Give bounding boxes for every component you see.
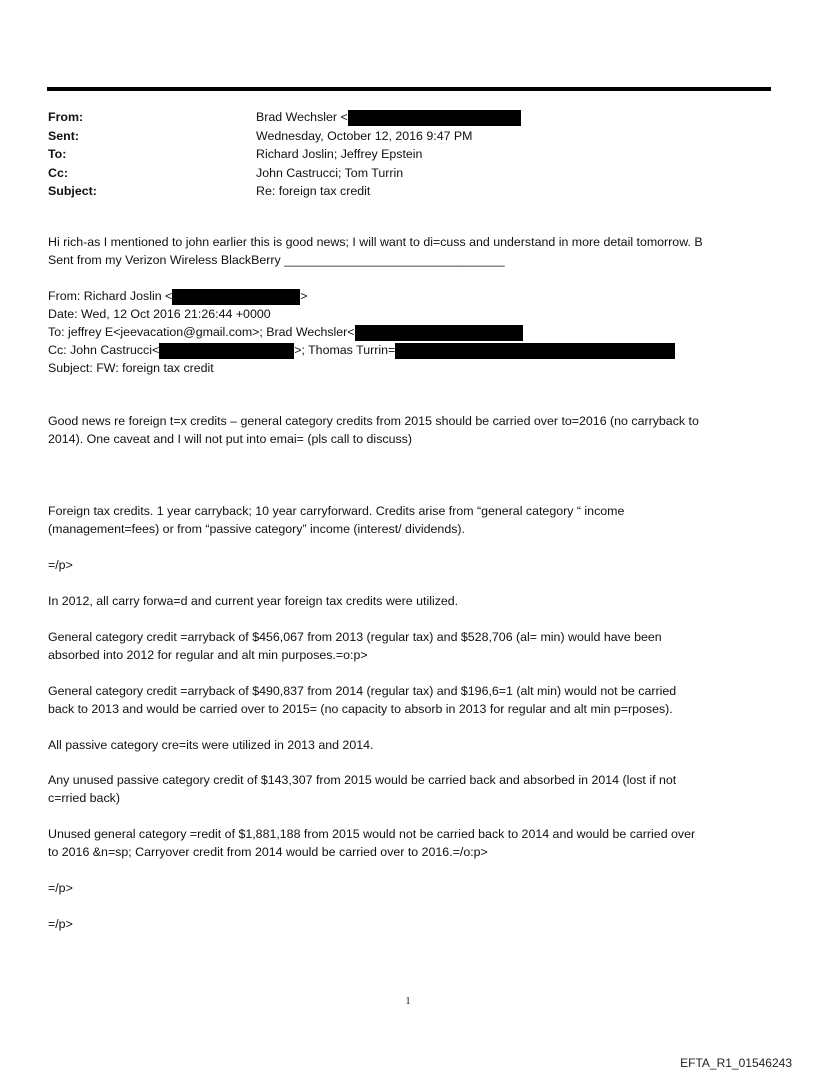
fwd-cc-text-a: Cc: John Castrucci< bbox=[48, 343, 160, 357]
paragraph-7: All passive category cre=its were utilized in 2013 and 2014. bbox=[48, 738, 374, 752]
sent-label: Sent: bbox=[48, 128, 79, 143]
sent-row bbox=[48, 127, 768, 146]
fwd-from-close: > bbox=[300, 289, 308, 303]
fwd-cc-text-b: >; Thomas Turrin= bbox=[294, 343, 396, 357]
paragraph-2-line-1: Foreign tax credits. 1 year carryback; 10 year carryforward. Credits arise from “general category “ income bbox=[48, 504, 625, 518]
paragraph-11: =/p> bbox=[48, 917, 73, 931]
subject-row bbox=[48, 182, 768, 201]
paragraph-8-line-1: Any unused passive category credit of $143,307 from 2015 would be carried back and absorbed in 2014 (lost if not bbox=[48, 773, 677, 787]
from-value bbox=[256, 108, 521, 127]
cc-label: Cc: bbox=[48, 165, 68, 180]
fwd-to bbox=[48, 323, 523, 341]
document-id: EFTA_R1_01546243 bbox=[680, 1056, 792, 1070]
from-label: From: bbox=[48, 110, 84, 124]
to-value: Richard Joslin; Jeffrey Epstein bbox=[256, 147, 423, 161]
from-sender: Brad Wechsler < bbox=[256, 110, 348, 124]
fwd-from bbox=[48, 287, 308, 305]
fwd-to-text: To: jeffrey E<jeevacation@gmail.com>; Brad Wechsler< bbox=[48, 325, 355, 339]
fwd-subject: Subject: FW: foreign tax credit bbox=[48, 361, 214, 375]
email-header bbox=[48, 108, 768, 201]
page-number: 1 bbox=[405, 996, 411, 1007]
paragraph-8-line-2: c=rried back) bbox=[48, 791, 120, 805]
paragraph-5-line-2: absorbed into 2012 for regular and alt min purposes.=o:p> bbox=[48, 648, 368, 662]
paragraph-6-line-1: General category credit =arryback of $490,837 from 2014 (regular tax) and $196,6=1 (alt min) would not be carried bbox=[48, 684, 677, 698]
paragraph-4: In 2012, all carry forwa=d and current year foreign tax credits were utilized. bbox=[48, 594, 459, 608]
cc-row bbox=[48, 164, 768, 183]
signature-line bbox=[48, 251, 505, 269]
subject-value: Re: foreign tax credit bbox=[256, 184, 371, 198]
paragraph-1-line-2: 2014). One caveat and I will not put into emai= (pls call to discuss) bbox=[48, 432, 412, 446]
redaction-box bbox=[355, 325, 523, 341]
cc-value: John Castrucci; Tom Turrin bbox=[256, 165, 404, 180]
redaction-box bbox=[159, 343, 294, 359]
redaction-box bbox=[348, 110, 521, 126]
paragraph-3: =/p> bbox=[48, 558, 73, 572]
paragraph-1-line-1: Good news re foreign t=x credits – general category credits from 2015 should be carried over to=2016 (no carryback to bbox=[48, 414, 699, 428]
paragraph-5-line-1: General category credit =arryback of $456,067 from 2013 (regular tax) and $528,706 (al= min) would have been bbox=[48, 630, 662, 644]
redaction-box bbox=[395, 343, 675, 359]
from-row bbox=[48, 108, 768, 127]
paragraph-6-line-2: back to 2013 and would be carried over to 2015= (no capacity to absorb in 2013 for regular and alt min p=rposes). bbox=[48, 702, 673, 716]
to-row bbox=[48, 145, 768, 164]
reply-line: Hi rich-as I mentioned to john earlier this is good news; I will want to di=cuss and understand in more detail tomorrow. B bbox=[48, 235, 703, 249]
signature-rule: ________________________________ bbox=[284, 253, 505, 267]
signature-text: Sent from my Verizon Wireless BlackBerry bbox=[48, 253, 281, 267]
redaction-box bbox=[172, 289, 300, 305]
paragraph-10: =/p> bbox=[48, 881, 73, 895]
fwd-cc bbox=[48, 341, 675, 359]
sent-value: Wednesday, October 12, 2016 9:47 PM bbox=[256, 128, 473, 143]
paragraph-9-line-2: to 2016 &n=sp; Carryover credit from 2014 would be carried over to 2016.=/o:p> bbox=[48, 845, 488, 859]
paragraph-2-line-2: (management=fees) or from “passive category” income (interest/ dividends). bbox=[48, 522, 465, 536]
subject-label: Subject: bbox=[48, 184, 97, 198]
fwd-date: Date: Wed, 12 Oct 2016 21:26:44 +0000 bbox=[48, 307, 271, 321]
to-label: To: bbox=[48, 147, 67, 161]
paragraph-9-line-1: Unused general category =redit of $1,881,188 from 2015 would not be carried back to 2014 and would be carried over bbox=[48, 827, 696, 841]
header-divider bbox=[47, 87, 771, 91]
fwd-from-text: From: Richard Joslin < bbox=[48, 289, 173, 303]
